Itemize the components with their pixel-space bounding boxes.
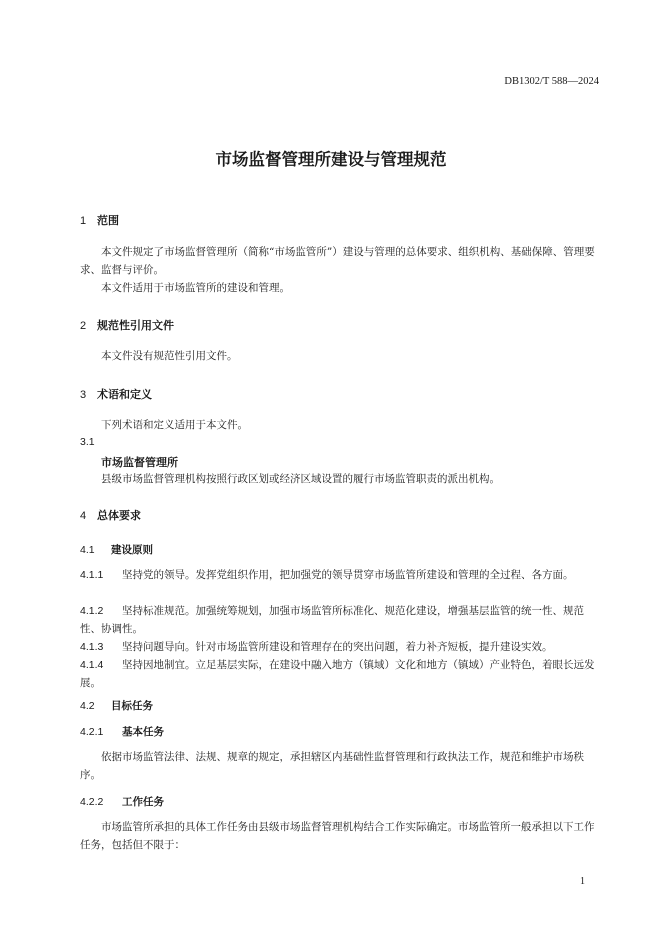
- section-3-heading: [80, 386, 152, 402]
- subsection-title: 建设原则: [111, 544, 153, 556]
- section-2-paragraph-1: 本文件没有规范性引用文件。: [101, 350, 238, 362]
- subsection-title: 工作任务: [122, 796, 164, 808]
- section-number: 1: [80, 215, 87, 227]
- subsection-number: 4.2.1: [80, 726, 104, 738]
- section-title: 总体要求: [97, 509, 141, 522]
- clause-number: 4.1.2: [80, 605, 104, 617]
- clause-number: 4.1.4: [80, 659, 104, 671]
- section-number: 4: [80, 510, 87, 522]
- section-number: 2: [80, 320, 87, 332]
- section-1-paragraph-2: 本文件适用于市场监管所的建设和管理。: [101, 282, 290, 294]
- subsection-number: 4.2: [80, 700, 95, 712]
- clause-4-1-4: [80, 656, 600, 692]
- subsection-number: 4.2.2: [80, 796, 104, 808]
- term-name: 市场监督管理所: [101, 456, 178, 469]
- term-number: 3.1: [80, 436, 95, 448]
- clause-4-1-1: [80, 566, 600, 584]
- subsection-4-1-heading: [80, 542, 153, 557]
- subsection-4-2-2-paragraph: 市场监管所承担的具体工作任务由县级市场监督管理机构结合工作实际确定。市场监管所一般承担以下工作任务，包括但不限于：: [80, 821, 595, 851]
- clause-text: 坚持党的领导。发挥党组织作用，把加强党的领导贯穿市场监管所建设和管理的全过程、各方面。: [122, 569, 574, 581]
- section-3-paragraph-1: 下列术语和定义适用于本文件。: [101, 419, 248, 431]
- document-title: 市场监督管理所建设与管理规范: [215, 150, 447, 169]
- section-4-heading: [80, 507, 141, 523]
- term-definition: 县级市场监督管理机构按照行政区划或经济区域设置的履行市场监管职责的派出机构。: [101, 473, 500, 485]
- document-id: DB1302/T 588—2024: [504, 76, 599, 87]
- clause-4-1-3: [80, 638, 600, 656]
- section-2-heading: [80, 317, 174, 333]
- subsection-title: 基本任务: [122, 726, 164, 738]
- clause-text: 坚持因地制宜。立足基层实际，在建设中融入地方（镇域）文化和地方（镇域）产业特色，着眼长远发展。: [80, 659, 595, 689]
- section-1-paragraph-1: 本文件规定了市场监督管理所（简称“市场监管所”）建设与管理的总体要求、组织机构、基础保障、管理要求、监督与评价。: [80, 246, 595, 276]
- page-number: 1: [580, 876, 585, 887]
- subsection-number: 4.1: [80, 544, 95, 556]
- clause-number: 4.1.1: [80, 569, 104, 581]
- section-1-heading: [80, 212, 119, 228]
- section-title: 术语和定义: [97, 388, 152, 401]
- clause-text: 坚持标准规范。加强统筹规划，加强市场监管所标准化、规范化建设，增强基层监管的统一性、规范性、协调性。: [80, 605, 584, 635]
- subsection-4-2-2-heading: [80, 794, 164, 809]
- clause-text: 坚持问题导向。针对市场监管所建设和管理存在的突出问题，着力补齐短板，提升建设实效。: [122, 641, 553, 653]
- clause-4-1-2: [80, 602, 600, 638]
- section-title: 规范性引用文件: [97, 319, 174, 332]
- section-number: 3: [80, 389, 87, 401]
- subsection-4-2-heading: [80, 698, 153, 713]
- section-title: 范围: [97, 214, 119, 227]
- subsection-title: 目标任务: [111, 700, 153, 712]
- clause-number: 4.1.3: [80, 641, 104, 653]
- subsection-4-2-1-paragraph: 依据市场监管法律、法规、规章的规定，承担辖区内基础性监督管理和行政执法工作，规范和维护市场秩序。: [80, 751, 584, 781]
- subsection-4-2-1-heading: [80, 724, 164, 739]
